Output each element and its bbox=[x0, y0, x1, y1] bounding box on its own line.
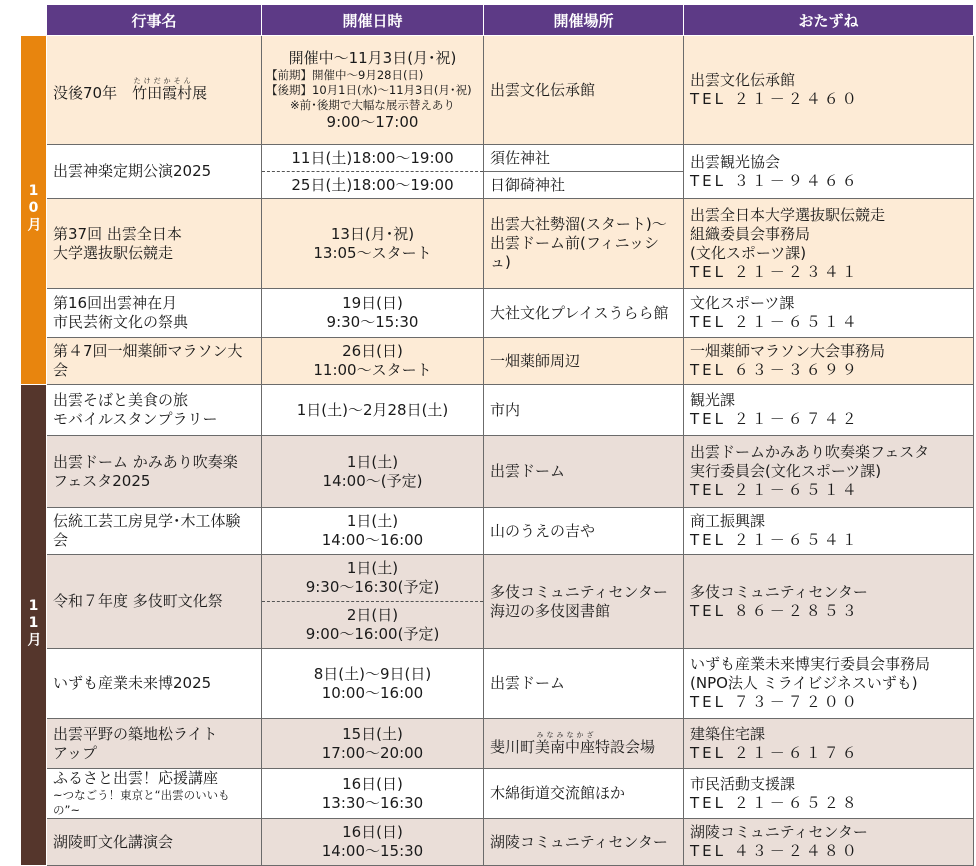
event-date: 開催中～11月3日(月･祝) 【前期】開催中～9月28日(日) 【後期】10月1日(水)～11月3日(月･祝) ※前･後期で大幅な展示替えあり 9:00～17:00 bbox=[262, 36, 484, 145]
event-place: 斐川町美南みなみ中座なかざ特設会場 bbox=[484, 719, 684, 769]
event-place: 市内 bbox=[484, 385, 684, 436]
event-name: いずも産業未来博2025 bbox=[47, 649, 262, 719]
event-contact: 湖陵コミュニティセンター TEL ４３－２４８０ bbox=[684, 819, 974, 866]
table-row bbox=[21, 338, 974, 385]
event-date: 1日(土) 9:30～16:30(予定) 2日(日) 9:00～16:00(予定) bbox=[262, 555, 484, 649]
table-row bbox=[21, 289, 974, 338]
table-header-row bbox=[21, 5, 974, 36]
event-date: 13日(月･祝) 13:05～スタート bbox=[262, 199, 484, 289]
event-name: 出雲ドーム かみあり吹奏楽 フェスタ2025 bbox=[47, 436, 262, 508]
event-place: 一畑薬師周辺 bbox=[484, 338, 684, 385]
table-row bbox=[21, 769, 974, 819]
event-name: 第37回 出雲全日本 大学選抜駅伝競走 bbox=[47, 199, 262, 289]
event-table bbox=[20, 4, 974, 866]
header-event-name: 行事名 bbox=[47, 5, 262, 36]
event-place: 出雲ドーム bbox=[484, 649, 684, 719]
event-contact: 観光課 TEL ２１－６７４２ bbox=[684, 385, 974, 436]
table-row bbox=[21, 36, 974, 145]
event-date: 1日(土) 14:00～16:00 bbox=[262, 508, 484, 555]
event-contact: 商工振興課 TEL ２１－６５４１ bbox=[684, 508, 974, 555]
event-contact: いずも産業未来博実行委員会事務局 (NPO法人 ミライビジネスいずも) TEL ７３－７２００ bbox=[684, 649, 974, 719]
event-place: 出雲文化伝承館 bbox=[484, 36, 684, 145]
table-row bbox=[21, 436, 974, 508]
header-contact: おたずね bbox=[684, 5, 974, 36]
event-date: 26日(日) 11:00～スタート bbox=[262, 338, 484, 385]
event-place: 山のうえの吉や bbox=[484, 508, 684, 555]
table-row bbox=[21, 649, 974, 719]
event-name: 出雲平野の築地松ライト アップ bbox=[47, 719, 262, 769]
event-date: 16日(日) 14:00～15:30 bbox=[262, 819, 484, 866]
event-contact: 出雲ドームかみあり吹奏楽フェスタ 実行委員会(文化スポーツ課) TEL ２１－６５１４ bbox=[684, 436, 974, 508]
table-row bbox=[21, 385, 974, 436]
event-contact: 建築住宅課 TEL ２１－６１７６ bbox=[684, 719, 974, 769]
event-date: 19日(日) 9:30～15:30 bbox=[262, 289, 484, 338]
event-name: 出雲そばと美食の旅 モバイルスタンプラリー bbox=[47, 385, 262, 436]
table-row bbox=[21, 145, 974, 199]
event-place: 湖陵コミュニティセンター bbox=[484, 819, 684, 866]
event-contact: 出雲全日本大学選抜駅伝競走 組織委員会事務局 (文化スポーツ課) TEL ２１－２３４１ bbox=[684, 199, 974, 289]
event-place: 出雲大社勢溜(スタート)～ 出雲ドーム前(フィニッシュ) bbox=[484, 199, 684, 289]
month-label-november: 11月 bbox=[21, 385, 47, 866]
event-date: 8日(土)～9日(日) 10:00～16:00 bbox=[262, 649, 484, 719]
event-name: 出雲神楽定期公演2025 bbox=[47, 145, 262, 199]
event-place: 大社文化プレイスうらら館 bbox=[484, 289, 684, 338]
header-blank bbox=[21, 5, 47, 36]
event-date: 1日(土)～2月28日(土) bbox=[262, 385, 484, 436]
event-name: 第４7回一畑薬師マラソン大会 bbox=[47, 338, 262, 385]
event-place: 出雲ドーム bbox=[484, 436, 684, 508]
event-date: 1日(土) 14:00～(予定) bbox=[262, 436, 484, 508]
month-label-october: 10月 bbox=[21, 36, 47, 385]
table-row bbox=[21, 719, 974, 769]
event-date: 15日(土) 17:00～20:00 bbox=[262, 719, 484, 769]
table-row bbox=[21, 819, 974, 866]
table-row bbox=[21, 199, 974, 289]
table-row bbox=[21, 555, 974, 649]
event-name: 湖陵町文化講演会 bbox=[47, 819, 262, 866]
event-name: 伝統工芸工房見学･木工体験会 bbox=[47, 508, 262, 555]
event-name: 没後70年 竹田たけだ霞村かそん展 bbox=[47, 36, 262, 145]
event-contact: 文化スポーツ課 TEL ２１－６５１４ bbox=[684, 289, 974, 338]
event-contact: 多伎コミュニティセンター TEL ８６－２８５３ bbox=[684, 555, 974, 649]
event-contact: 市民活動支援課 TEL ２１－６５２８ bbox=[684, 769, 974, 819]
event-contact: 出雲文化伝承館 TEL ２１－２４６０ bbox=[684, 36, 974, 145]
event-place: 須佐神社 日御碕神社 bbox=[484, 145, 684, 199]
event-contact: 一畑薬師マラソン大会事務局 TEL ６３－３６９９ bbox=[684, 338, 974, 385]
event-place: 多伎コミュニティセンター 海辺の多伎図書館 bbox=[484, 555, 684, 649]
event-name: 第16回出雲神在月 市民芸術文化の祭典 bbox=[47, 289, 262, 338]
event-date: 11日(土)18:00～19:00 25日(土)18:00～19:00 bbox=[262, 145, 484, 199]
event-place: 木綿街道交流館ほか bbox=[484, 769, 684, 819]
event-name: 令和７年度 多伎町文化祭 bbox=[47, 555, 262, 649]
table-row bbox=[21, 508, 974, 555]
event-date: 16日(日) 13:30～16:30 bbox=[262, 769, 484, 819]
header-place: 開催場所 bbox=[484, 5, 684, 36]
event-name: ふるさと出雲！応援講座 ~つなごう！東京と“出雲のいいもの”~ bbox=[47, 769, 262, 819]
header-date: 開催日時 bbox=[262, 5, 484, 36]
event-contact: 出雲観光協会 TEL ３１－９４６６ bbox=[684, 145, 974, 199]
